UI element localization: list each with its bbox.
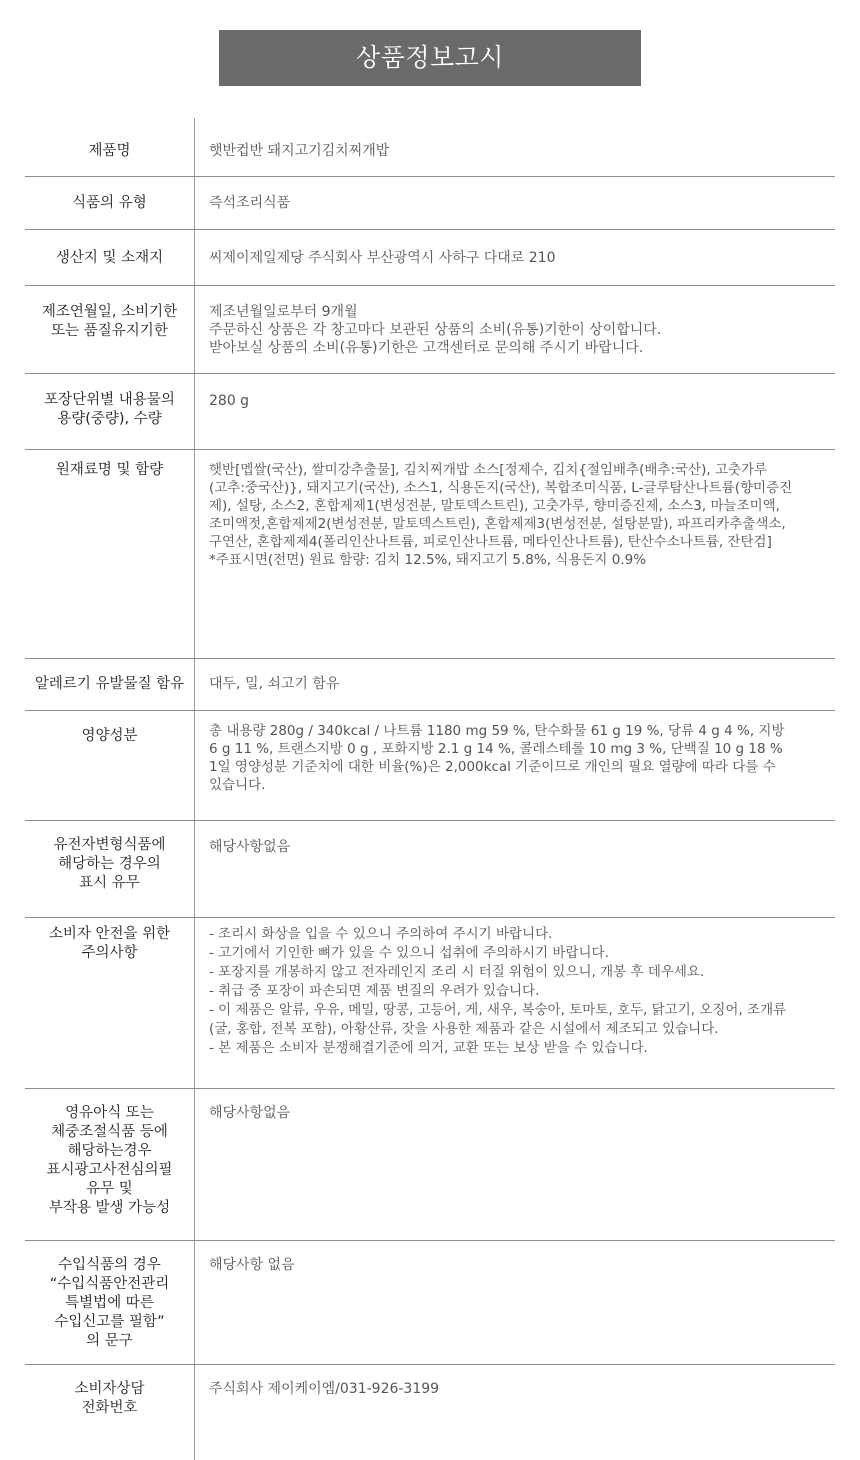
row-value: 대두, 밀, 쇠고기 함유: [209, 676, 340, 692]
page-title: 상품정보고시: [219, 30, 641, 86]
row-label: 제조연월일, 소비기한 또는 품질유지기한: [41, 304, 178, 339]
table-row: [25, 1241, 835, 1365]
row-value: 280 g: [209, 393, 250, 409]
row-value: - 조리시 화상을 입을 수 있으니 주의하여 주시기 바랍니다. - 고기에서 기인한 뼈가 있을 수 있으니 섭취에 주의하시기 바랍니다. - 포장지를 개봉하지 않고 전자레인지 조리 시 터질 위험이 있으니, 개봉 후 데우세요. - 취급 중 포장이 파손되면 제품 변질의 우려가 있습니다. - 이 제품은 알류, 우유, 메밀, 땅콩, 고등어, 게, 새우, 복숭아, 토마토, 호두, 닭고기, 오징어, 조개류 (굴, 홍합, 전복 포함), 아황산류, 잣을 사용한 제품과 같은 시설에서 제조되고 있습니다. - 본 제품은 소비자 분쟁해결기준에 의거, 교환 또는 보상 받을 수 있습니다.: [209, 926, 787, 1056]
row-label: 소비자 안전을 위한 주의사항: [48, 926, 171, 961]
row-value: 해당사항없음: [209, 839, 291, 855]
table-row: [25, 659, 835, 711]
row-value: 햇반[멥쌀(국산), 쌀미강추출물], 김치찌개밥 소스[정제수, 김치{절임배추(배추:국산), 고춧가루 (고추:중국산)}, 돼지고기(국산), 소스1, 식용돈지(국산), 복합조미식품, L-글루탐산나트륨(향미증진 제), 설탕, 소스2, 혼합제제1(변성전분, 말토덱스트린), 고춧가루, 향미증진제, 소스3, 마늘조미액, 조미액젓,혼합제제2(변성전분, 말토덱스트린), 혼합제제3(변성전분, 설탕분말), 파프리카추출색소, 구연산, 혼합제제4(폴리인산나트륨, 피로인산나트륨, 메타인산나트륨), 탄산수소나트륨, 잔탄검] *주표시면(전면) 원료 함량: 김치 12.5%, 돼지고기 5.8%, 식용돈지 0.9%: [209, 462, 793, 568]
row-label: 원재료명 및 함량: [55, 462, 164, 478]
table-row: [25, 821, 835, 918]
table-row: [25, 118, 835, 177]
row-label: 영양성분: [81, 728, 138, 744]
row-value: 해당사항없음: [209, 1105, 291, 1121]
table-row: [25, 374, 835, 450]
row-value: 씨제이제일제당 주식회사 부산광역시 사하구 다대로 210: [209, 250, 556, 266]
row-label: 알레르기 유발물질 함유: [34, 676, 185, 692]
row-value: 총 내용량 280g / 340kcal / 나트륨 1180 mg 59 %, 탄수화물 61 g 19 %, 당류 4 g 4 %, 지방 6 g 11 %, 트랜스지방 0 g , 포화지방 2.1 g 14 %, 콜레스테롤 10 mg 3 %, 단백질 10 g 18 % 1일 영양성분 기준치에 대한 비율(%)은 2,000kcal 기준이므로 개인의 필요 열량에 따라 다를 수 있습니다.: [209, 723, 785, 793]
table-row: [25, 450, 835, 659]
row-value: 해당사항 없음: [209, 1257, 295, 1273]
table-row: [25, 711, 835, 821]
table-row: [25, 1089, 835, 1241]
row-value: 주식회사 제이케이엠/031-926-3199: [209, 1381, 440, 1397]
product-info-table: [25, 118, 835, 1460]
row-label: 영유아식 또는 체중조절식품 등에 해당하는경우 표시광고사전심의필 유무 및 부작용 발생 가능성: [46, 1105, 173, 1216]
row-value: 햇반컵반 돼지고기김치찌개밥: [209, 143, 390, 159]
table-row: [25, 918, 835, 1089]
row-label: 생산지 및 소재지: [55, 250, 164, 266]
row-label: 유전자변형식품에 해당하는 경우의 표시 유무: [53, 837, 166, 891]
row-value: 제조년월일로부터 9개월 주문하신 상품은 각 창고마다 보관된 상품의 소비(유통)기한이 상이합니다. 받아보실 상품의 소비(유통)기한은 고객센터로 문의해 주시기 바랍니다.: [209, 304, 662, 356]
table-row: [25, 1365, 835, 1460]
table-row: [25, 230, 835, 286]
row-label: 소비자상담 전화번호: [74, 1381, 145, 1416]
row-label: 제품명: [88, 143, 131, 159]
row-value: 즉석조리식품: [209, 195, 291, 211]
row-label: 식품의 유형: [72, 195, 147, 211]
row-label: 수입식품의 경우 “수입식품안전관리 특별법에 따른 수입신고를 필함” 의 문구: [49, 1257, 170, 1349]
row-label: 포장단위별 내용물의 용량(중량), 수량: [44, 392, 175, 427]
table-row: [25, 286, 835, 374]
table-row: [25, 177, 835, 230]
